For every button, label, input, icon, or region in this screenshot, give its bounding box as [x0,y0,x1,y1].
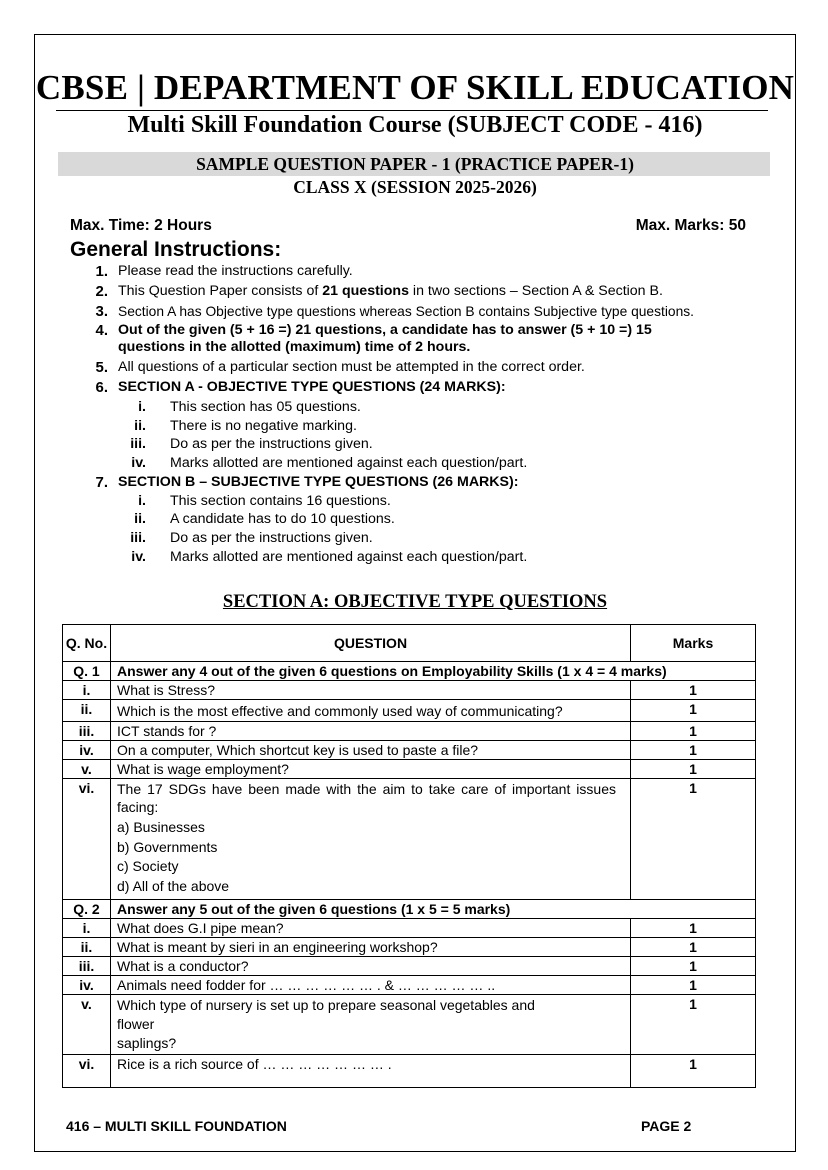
table-row [63,938,756,957]
sub-question-number: iv. [63,976,111,995]
sub-question-number: vi. [63,779,111,900]
marks-value: 1 [631,700,756,722]
marks-value: 1 [631,779,756,900]
question-text-line: Which type of nursery is set up to prepare seasonal vegetables and [117,997,535,1013]
instruction-number: 5. [95,359,108,376]
table-row [63,976,756,995]
question-text: ICT stands for ? [111,722,631,741]
instruction-text-part: in two sections – Section A & Section B. [408,283,663,299]
option-a: a) Businesses [117,819,205,835]
paper-title: SAMPLE QUESTION PAPER - 1 (PRACTICE PAPER-1) [196,154,634,174]
question-text: Which is the most effective and commonly used way of communicating? [111,700,631,722]
instruction-number: 1. [95,263,108,280]
marks-value: 1 [631,995,756,1055]
option-b: b) Governments [117,838,218,855]
table-row [63,760,756,779]
table-header-row [63,625,756,662]
question-text-line: saplings? [117,1035,177,1051]
sub-number: iii. [130,436,146,452]
sub-number: i. [138,493,146,509]
footer-subject: 416 – MULTI SKILL FOUNDATION [66,1118,287,1134]
instruction-text [118,283,748,300]
table-row [63,700,756,722]
sub-text: There is no negative marking. [170,418,357,434]
instruction-number: 2. [95,283,108,300]
sub-question-number: i. [63,919,111,938]
question-text: What is wage employment? [111,760,631,779]
marks-value: 1 [631,919,756,938]
instruction-number: 7. [95,474,108,491]
sub-number: ii. [134,418,146,434]
col-header-marks: Marks [631,625,756,662]
table-row [63,919,756,938]
sub-text: This section has 05 questions. [170,399,361,415]
marks-value: 1 [631,976,756,995]
sub-text: Marks allotted are mentioned against each question/part. [170,549,528,565]
option-c: c) Society [117,858,179,874]
sub-text: Do as per the instructions given. [170,436,373,452]
question-text-line: flower [117,1016,155,1032]
question-text: On a computer, Which shortcut key is used to paste a file? [111,741,631,760]
question-instruction: Answer any 4 out of the given 6 questions on Employability Skills (1 x 4 = 4 marks) [111,662,756,681]
col-header-qno: Q. No. [63,625,111,662]
sub-text: This section contains 16 questions. [170,493,391,509]
sub-number: i. [138,399,146,415]
option-d: d) All of the above [117,877,230,894]
instruction-number: 6. [95,379,108,396]
question-header-row [63,662,756,681]
general-instructions-heading: General Instructions: [70,238,282,261]
title-divider [56,110,768,111]
sub-question-number: v. [63,760,111,779]
sub-question-number: i. [63,681,111,700]
footer-page-number: PAGE 2 [641,1118,692,1134]
sub-question-number: vi. [63,1055,111,1088]
question-cell [111,779,631,900]
marks-value: 1 [631,957,756,976]
instruction-text-part: This Question Paper consists of [118,283,323,299]
instruction-number: 4. [95,322,108,339]
question-number: Q. 1 [63,662,111,681]
marks-value: 1 [631,760,756,779]
sub-text: Do as per the instructions given. [170,530,373,546]
sub-question-number: v. [63,995,111,1055]
question-text: What is a conductor? [111,957,631,976]
instruction-text: All questions of a particular section must be attempted in the correct order. [118,359,585,375]
table-row [63,957,756,976]
sub-question-number: iii. [63,957,111,976]
question-text: Rice is a rich source of … … … … … … … . [111,1055,631,1088]
question-text: What does G.I pipe mean? [111,919,631,938]
class-session: CLASS X (SESSION 2025-2026) [293,177,537,197]
section-a-table [62,624,756,1088]
section-a-title: SECTION A: OBJECTIVE TYPE QUESTIONS [222,592,608,612]
marks-value: 1 [631,1055,756,1088]
instruction-number: 3. [95,303,108,320]
col-header-question: QUESTION [111,625,631,662]
marks-value: 1 [631,938,756,957]
question-number: Q. 2 [63,900,111,919]
sub-question-number: ii. [63,938,111,957]
marks-value: 1 [631,722,756,741]
sub-number: iii. [130,530,146,546]
sub-question-number: iv. [63,741,111,760]
max-marks: Max. Marks: 50 [635,217,746,234]
table-row [63,681,756,700]
question-text: What is meant by sieri in an engineering workshop? [111,938,631,957]
max-time: Max. Time: 2 Hours [70,217,212,234]
question-text: What is Stress? [111,681,631,700]
table-row [63,779,756,900]
sub-number: iv. [131,455,146,471]
instruction-text: Out of the given (5 + 16 =) 21 questions, a candidate has to answer (5 + 10 =) 15 questions in the allotted (maximum) time of 2 hours. [118,322,652,355]
marks-value: 1 [631,681,756,700]
table-row [63,722,756,741]
table-row [63,1055,756,1088]
marks-value: 1 [631,741,756,760]
instruction-text: SECTION A - OBJECTIVE TYPE QUESTIONS (24 MARKS): [118,379,506,395]
instruction-text: Section A has Objective type questions whereas Section B contains Subjective type questions. [118,304,694,319]
sub-question-number: ii. [63,700,111,722]
question-cell [111,995,631,1055]
sub-number: iv. [131,549,146,565]
instruction-text: SECTION B – SUBJECTIVE TYPE QUESTIONS (26 MARKS): [118,474,519,490]
sub-text: Marks allotted are mentioned against each question/part. [170,455,528,471]
table-row [63,741,756,760]
page-title: CBSE | DEPARTMENT OF SKILL EDUCATION [35,68,795,107]
sub-text: A candidate has to do 10 questions. [170,511,395,527]
sub-question-number: iii. [63,722,111,741]
instruction-text: Please read the instructions carefully. [118,263,353,279]
course-subtitle: Multi Skill Foundation Course (SUBJECT CODE - 416) [127,112,703,138]
sub-number: ii. [134,511,146,527]
question-instruction: Answer any 5 out of the given 6 questions (1 x 5 = 5 marks) [111,900,756,919]
question-header-row [63,900,756,919]
question-text: The 17 SDGs have been made with the aim to take care of important issues facing: [117,781,616,815]
question-text: Animals need fodder for … … … … … … . & … … … … … .. [111,976,631,995]
table-row [63,995,756,1055]
instruction-text-bold: 21 questions [322,283,409,299]
